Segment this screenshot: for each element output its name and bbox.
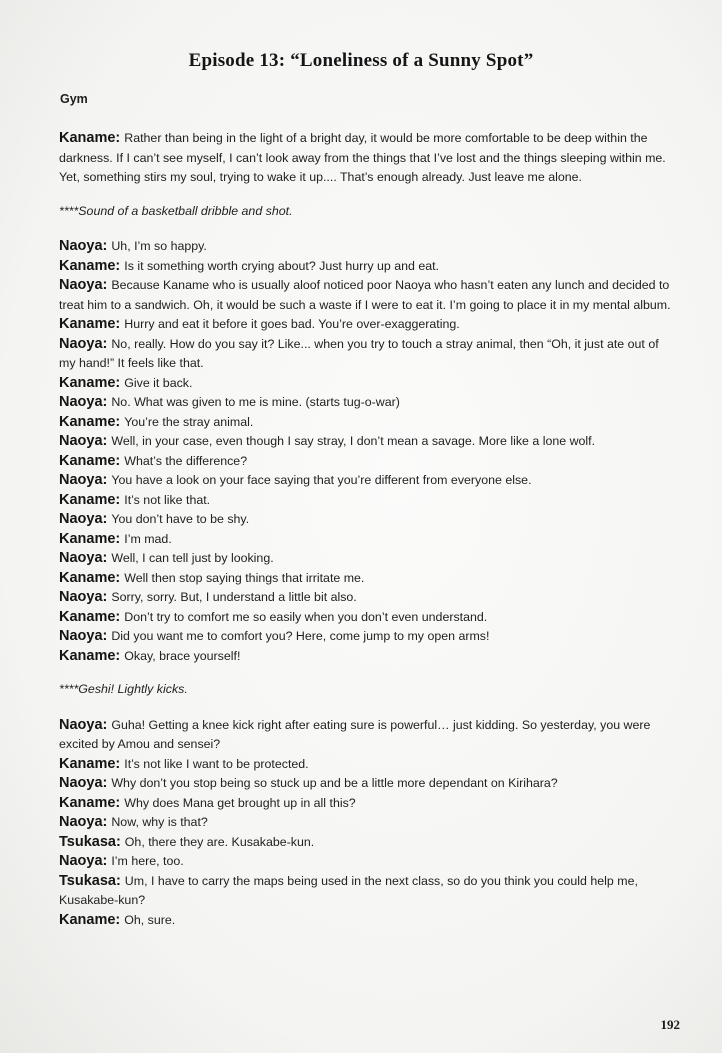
speaker-name: Naoya:	[59, 511, 108, 527]
dialogue-text: I’m mad.	[124, 531, 172, 546]
dialogue-text: Is it something worth crying about? Just hurry up and eat.	[124, 258, 440, 273]
dialogue-line	[59, 813, 671, 833]
dialogue-line	[59, 911, 671, 931]
dialogue-line	[59, 237, 671, 257]
speaker-name: Naoya:	[59, 814, 108, 830]
speaker-name: Naoya:	[59, 394, 108, 410]
dialogue-line	[59, 588, 671, 608]
dialogue-text: You don’t have to be shy.	[111, 512, 250, 526]
dialogue-line	[59, 374, 671, 394]
speaker-name: Naoya:	[59, 628, 108, 644]
dialogue-line	[59, 413, 671, 433]
dialogue-text: Why does Mana get brought up in all this?	[124, 795, 356, 810]
dialogue-text: Sorry, sorry. But, I understand a little bit also.	[111, 590, 357, 604]
dialogue-text: No, really. How do you say it? Like... when you try to touch a stray animal, then “Oh, it just ate out of my hand!” It feels like that.	[59, 336, 659, 370]
dialogue-line	[59, 852, 671, 872]
dialogue-line	[59, 491, 671, 511]
speaker-name: Naoya:	[59, 589, 108, 605]
scene-location: Gym	[60, 92, 88, 106]
dialogue-line	[59, 716, 671, 755]
dialogue-text: Why don’t you stop being so stuck up and be a little more dependant on Kirihara?	[111, 776, 558, 790]
dialogue-line	[59, 393, 671, 413]
speaker-name: Naoya:	[59, 775, 108, 791]
dialogue-text: Oh, sure.	[124, 912, 176, 927]
dialogue-text: Give it back.	[124, 375, 193, 390]
dialogue-line	[59, 569, 671, 589]
speaker-name: Naoya:	[59, 550, 108, 566]
speaker-name: Kaname:	[59, 257, 121, 274]
speaker-name: Kaname:	[59, 316, 121, 332]
dialogue-line	[59, 794, 671, 814]
page-number: 192	[660, 1017, 680, 1032]
dialogue-text: Guha! Getting a knee kick right after eating sure is powerful… just kidding. So yesterday, you were excited by Amou and sensei?	[59, 717, 651, 751]
dialogue-text: Okay, brace yourself!	[124, 648, 241, 663]
dialogue-line	[59, 452, 671, 472]
speaker-name: Naoya:	[59, 238, 108, 254]
speaker-name: Kaname:	[59, 452, 121, 469]
speaker-name: Kaname:	[59, 911, 121, 928]
dialogue-text: Well, in your case, even though I say stray, I don’t mean a savage. More like a lone wolf.	[111, 434, 596, 448]
speaker-name: Kaname:	[59, 755, 121, 772]
dialogue-line	[59, 471, 671, 491]
dialogue-line	[59, 335, 671, 374]
speaker-name: Kaname:	[59, 647, 121, 664]
dialogue-line	[59, 627, 671, 647]
dialogue-text: No. What was given to me is mine. (starts tug-o-war)	[111, 395, 400, 409]
speaker-name: Kaname:	[59, 608, 121, 625]
dialogue-line	[59, 549, 671, 569]
dialogue-text: Oh, there they are. Kusakabe-kun.	[124, 834, 315, 849]
dialogue-text: Did you want me to comfort you? Here, come jump to my open arms!	[111, 629, 490, 643]
speaker-name: Naoya:	[59, 472, 108, 488]
episode-title: Episode 13: “Loneliness of a Sunny Spot”	[188, 50, 534, 71]
speaker-name: Kaname:	[59, 413, 121, 430]
script-body	[59, 129, 671, 930]
dialogue-line	[59, 257, 671, 277]
dialogue-text: Because Kaname who is usually aloof noticed poor Naoya who hasn’t eaten any lunch and decided to treat him to a sandwich. Oh, it would be such a waste if I were to eat it. I’m going to place it in my mental album.	[59, 278, 671, 312]
speaker-name: Naoya:	[59, 335, 108, 352]
dialogue-line	[59, 276, 671, 315]
dialogue-text: Now, why is that?	[111, 815, 208, 829]
dialogue-text: Don’t try to comfort me so easily when you don’t even understand.	[124, 609, 488, 624]
dialogue-text: Hurry and eat it before it goes bad. You’re over-exaggerating.	[124, 317, 460, 331]
dialogue-text: You have a look on your face saying that you’re different from everyone else.	[111, 473, 532, 487]
dialogue-line	[59, 872, 671, 911]
dialogue-text: Rather than being in the light of a bright day, it would be more comfortable to be deep within the darkness. If I can’t see myself, I can’t look away from the things that I’ve lost and the things sleeping within me. Yet, something stirs my soul, trying to wake it up.... That’s enough already. Just leave me alone.	[59, 131, 666, 184]
speaker-name: Kaname:	[59, 130, 121, 146]
dialogue-text: Well then stop saying things that irritate me.	[124, 570, 365, 585]
speaker-name: Naoya:	[59, 277, 108, 293]
dialogue-line	[59, 530, 671, 550]
speaker-name: Naoya:	[59, 853, 108, 869]
speaker-name: Tsukasa:	[59, 872, 121, 889]
dialogue-text: Um, I have to carry the maps being used in the next class, so do you think you could help me, Kusakabe-kun?	[59, 873, 638, 907]
dialogue-text: Well, I can tell just by looking.	[111, 551, 274, 565]
dialogue-line	[59, 647, 671, 667]
dialogue-line	[59, 774, 671, 794]
dialogue-text: Uh, I’m so happy.	[111, 239, 207, 253]
speaker-name: Naoya:	[59, 716, 108, 733]
speaker-name: Tsukasa:	[59, 833, 121, 850]
speaker-name: Kaname:	[59, 374, 121, 391]
dialogue-text: It’s not like that.	[124, 492, 211, 507]
dialogue-text: I’m here, too.	[111, 854, 184, 868]
sound-effect-note: ****Geshi! Lightly kicks.	[59, 682, 188, 696]
dialogue-text: You’re the stray animal.	[124, 414, 254, 429]
dialogue-text: It’s not like I want to be protected.	[124, 756, 309, 771]
sound-effect-note: ****Sound of a basketball dribble and shot.	[59, 203, 293, 218]
dialogue-line	[59, 755, 671, 775]
speaker-name: Kaname:	[59, 794, 121, 811]
speaker-name: Naoya:	[59, 433, 108, 449]
speaker-name: Kaname:	[59, 491, 121, 508]
dialogue-line	[59, 432, 671, 452]
dialogue-line	[59, 129, 671, 188]
dialogue-line	[59, 608, 671, 628]
dialogue-text: What’s the difference?	[124, 453, 248, 468]
dialogue-line	[59, 315, 671, 335]
speaker-name: Kaname:	[59, 569, 121, 586]
speaker-name: Kaname:	[59, 530, 121, 547]
dialogue-line	[59, 510, 671, 530]
dialogue-line	[59, 833, 671, 853]
